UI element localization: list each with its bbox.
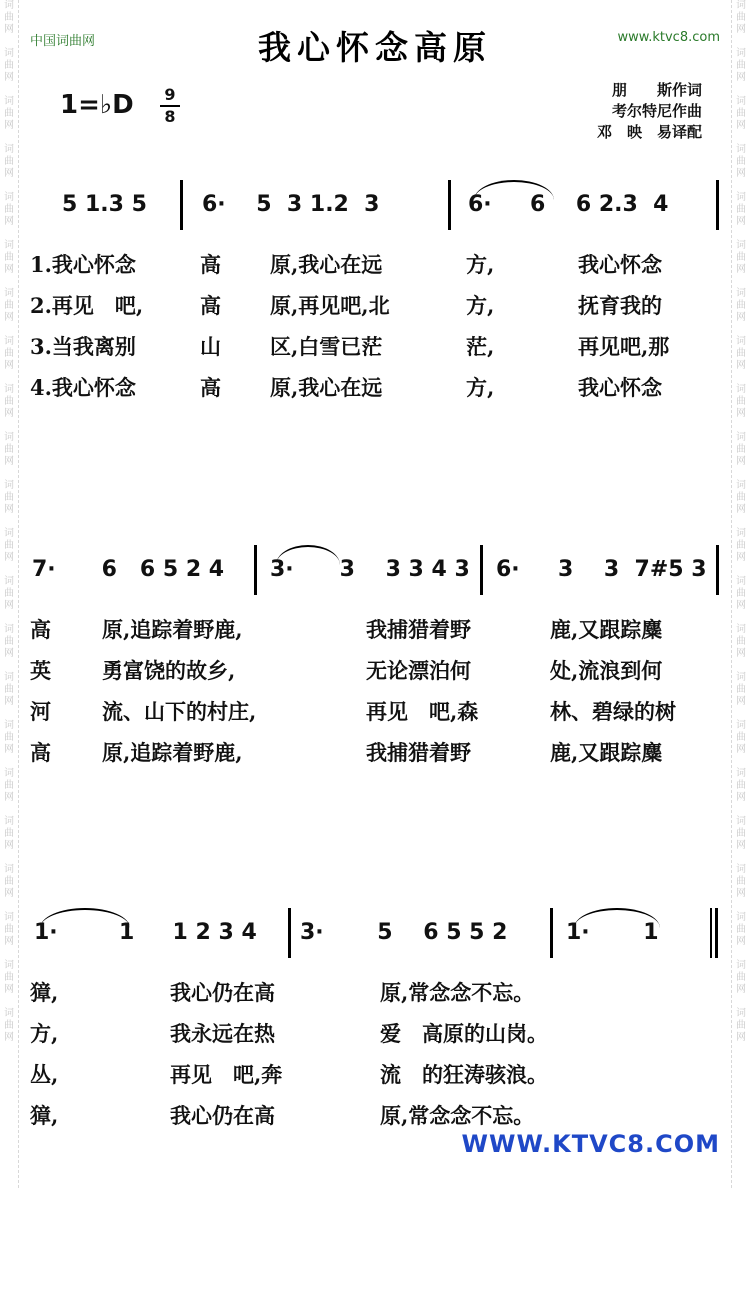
lyric-line bbox=[30, 244, 720, 285]
lyric-text: 鹿,又跟踪麋 bbox=[550, 617, 663, 642]
lyric-text: 高 bbox=[200, 293, 221, 318]
lyric-text: 原,追踪着野鹿, bbox=[102, 740, 243, 765]
time-signature bbox=[160, 86, 180, 126]
lyric-line bbox=[30, 609, 720, 650]
measure-notes: 6· 6 6 2.3 4 bbox=[468, 192, 669, 217]
lyric-text: 我捕猎着野 bbox=[366, 740, 471, 765]
lyric-text: 高 bbox=[30, 617, 51, 642]
lyric-text: 原,我心在远 bbox=[270, 252, 383, 277]
lyric-text: 高 bbox=[30, 740, 51, 765]
measure-notes: 6· 3 3 7#5 3 bbox=[496, 557, 707, 582]
lyric-line bbox=[30, 1013, 720, 1054]
notation-row bbox=[30, 908, 720, 962]
lyric-text: 方, bbox=[466, 252, 495, 277]
watermark-left: 词 曲 网 词 曲 网 词 曲 网 词 曲 网 词 曲 网 词 曲 网 词 曲 网 词 曲 网 词 曲 网 词 曲 网 词 曲 网 词 曲 网 词 曲 网 词 曲 网 词 曲 网 词 曲 网 词 曲 网 词 曲 网 词 曲 网 词 曲 网 词 曲 网 词 曲 网 bbox=[0, 0, 19, 1188]
barline bbox=[288, 908, 291, 958]
lyric-text: 无论漂泊何 bbox=[366, 658, 471, 683]
measure-notes: 1· 1 bbox=[566, 920, 659, 945]
barline bbox=[180, 180, 183, 230]
lyric-text: 3.当我离别 bbox=[30, 334, 136, 359]
lyric-text: 处,流浪到何 bbox=[550, 658, 663, 683]
lyric-text: 高 bbox=[200, 252, 221, 277]
lyric-text: 我心仍在高 bbox=[170, 980, 275, 1005]
lyric-text: 再见吧,那 bbox=[578, 334, 670, 359]
song-title: 我心怀念高原 bbox=[258, 28, 492, 67]
lyric-text: 抚育我的 bbox=[578, 293, 662, 318]
lyric-text: 4.我心怀念 bbox=[30, 375, 136, 400]
measure-notes: 3· 5 6 5 5 2 bbox=[300, 920, 508, 945]
lyric-line bbox=[30, 650, 720, 691]
lyric-text: 茫, bbox=[466, 334, 495, 359]
lyric-text: 1.我心怀念 bbox=[30, 252, 136, 277]
footer-site-url[interactable]: WWW.KTVC8.COM bbox=[461, 1130, 720, 1158]
lyric-text: 我心怀念 bbox=[578, 375, 662, 400]
lyric-line bbox=[30, 367, 720, 408]
lyric-text: 我心仍在高 bbox=[170, 1103, 275, 1128]
lyric-text: 原,追踪着野鹿, bbox=[102, 617, 243, 642]
lyric-text: 我心怀念 bbox=[578, 252, 662, 277]
meter-bottom: 8 bbox=[164, 107, 176, 126]
lyric-text: 獐, bbox=[30, 980, 59, 1005]
final-barline bbox=[710, 908, 718, 958]
lyric-text: 我永远在热 bbox=[170, 1021, 275, 1046]
lyric-line bbox=[30, 285, 720, 326]
notation-row bbox=[30, 545, 720, 599]
lyric-text: 獐, bbox=[30, 1103, 59, 1128]
lyric-text: 方, bbox=[466, 293, 495, 318]
key-signature: 1=♭D bbox=[60, 90, 134, 120]
barline bbox=[448, 180, 451, 230]
site-url[interactable]: www.ktvc8.com bbox=[617, 30, 720, 45]
site-name[interactable]: 中国词曲网 bbox=[30, 34, 96, 49]
barline bbox=[716, 180, 719, 230]
lyric-line bbox=[30, 691, 720, 732]
lyric-text: 河 bbox=[30, 699, 51, 724]
lyric-line bbox=[30, 972, 720, 1013]
lyric-text: 流 的狂涛骇浪。 bbox=[380, 1062, 548, 1087]
measure-notes: 1· 1 1 2 3 4 bbox=[34, 920, 257, 945]
lyrics-block bbox=[30, 972, 720, 1136]
barline bbox=[716, 545, 719, 595]
lyrics-block bbox=[30, 244, 720, 408]
lyric-text: 爱 高原的山岗。 bbox=[380, 1021, 548, 1046]
lyric-text: 原,常念念不忘。 bbox=[380, 980, 535, 1005]
lyric-text: 鹿,又跟踪麋 bbox=[550, 740, 663, 765]
lyric-text: 高 bbox=[200, 375, 221, 400]
lyric-line bbox=[30, 732, 720, 773]
lyric-text: 丛, bbox=[30, 1062, 59, 1087]
lyric-text: 再见 吧,奔 bbox=[170, 1062, 283, 1087]
lyric-text: 山 bbox=[200, 334, 221, 359]
lyric-text: 原,我心在远 bbox=[270, 375, 383, 400]
notation-row bbox=[30, 180, 720, 234]
lyric-text: 2.再见 吧, bbox=[30, 293, 144, 318]
lyric-text: 勇富饶的故乡, bbox=[102, 658, 236, 683]
lyric-text: 再见 吧,森 bbox=[366, 699, 479, 724]
watermark-right: 词 曲 网 词 曲 网 词 曲 网 词 曲 网 词 曲 网 词 曲 网 词 曲 网 词 曲 网 词 曲 网 词 曲 网 词 曲 网 词 曲 网 词 曲 网 词 曲 网 词 曲 网 词 曲 网 词 曲 网 词 曲 网 词 曲 网 词 曲 网 词 曲 网 词 曲 网 bbox=[731, 0, 750, 1188]
translator-credit: 邓 映 易译配 bbox=[596, 123, 702, 141]
lyric-text: 原,再见吧,北 bbox=[270, 293, 390, 318]
barline bbox=[480, 545, 483, 595]
lyric-text: 方, bbox=[30, 1021, 59, 1046]
measure-notes: 3· 3 3 3 4 3 bbox=[270, 557, 470, 582]
lyric-text: 区,白雪已茫 bbox=[270, 334, 383, 359]
lyricist-credit: 朋 斯作词 bbox=[611, 81, 702, 99]
lyrics-block bbox=[30, 609, 720, 773]
measure-notes: 5 1.3 5 bbox=[62, 192, 147, 217]
lyric-text: 林、碧绿的树 bbox=[550, 699, 676, 724]
barline bbox=[550, 908, 553, 958]
lyric-text: 英 bbox=[30, 658, 51, 683]
lyric-text: 我捕猎着野 bbox=[366, 617, 471, 642]
lyric-line bbox=[30, 326, 720, 367]
lyric-text: 方, bbox=[466, 375, 495, 400]
measure-notes: 7· 6 6 5 2 4 bbox=[32, 557, 225, 582]
barline bbox=[254, 545, 257, 595]
meter-top: 9 bbox=[164, 85, 176, 104]
measure-notes: 6· 5 3 1.2 3 bbox=[202, 192, 380, 217]
composer-credit: 考尔特尼作曲 bbox=[611, 102, 702, 120]
lyric-text: 流、山下的村庄, bbox=[102, 699, 257, 724]
credits bbox=[597, 80, 702, 143]
lyric-text: 原,常念念不忘。 bbox=[380, 1103, 535, 1128]
lyric-line bbox=[30, 1054, 720, 1095]
